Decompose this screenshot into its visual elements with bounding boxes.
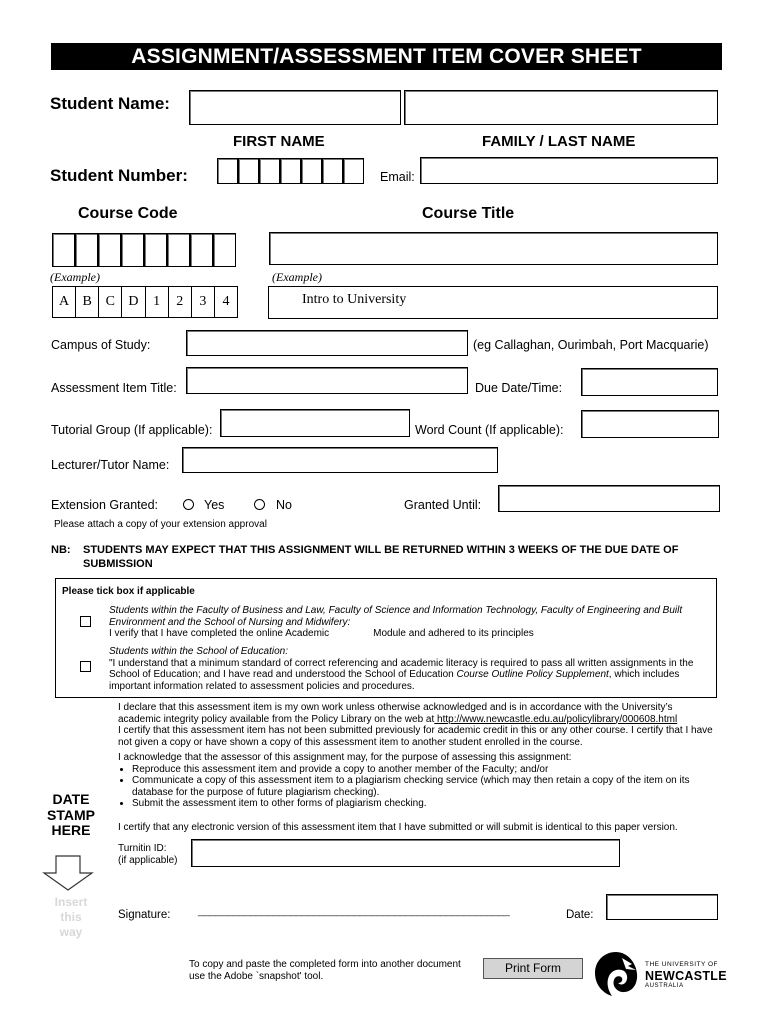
example-code-char: B xyxy=(76,287,99,317)
example-code-char: 4 xyxy=(222,294,230,309)
policy-link[interactable]: http://www.newcastle.edu.au/policylibrary/000608.html xyxy=(434,713,678,725)
logo-line-1: THE UNIVERSITY OF xyxy=(645,961,719,968)
declaration-p1 xyxy=(118,702,718,725)
family-name-caption: FAMILY / LAST NAME xyxy=(482,133,636,150)
date-stamp-line: DATE xyxy=(52,791,90,807)
example-code-char: 1 xyxy=(146,287,169,317)
example-code-char: 2 xyxy=(169,287,192,317)
university-crest-icon xyxy=(592,950,640,998)
student-number-digit[interactable] xyxy=(280,158,301,184)
lecturer-label: Lecturer/Tutor Name: xyxy=(51,458,170,472)
declaration-bullet: • Submit the assessment item to other forms of plagiarism checking. xyxy=(132,798,718,810)
tick-item-2-heading: Students within the School of Education: xyxy=(109,646,289,657)
date-stamp-line: STAMP xyxy=(47,806,95,823)
course-code-char[interactable] xyxy=(98,233,121,267)
example-code-char: C xyxy=(99,287,122,317)
declaration-bullets xyxy=(118,764,718,810)
course-code-char[interactable] xyxy=(213,233,236,267)
course-code-char[interactable] xyxy=(52,233,75,267)
copy-note-line: use the Adobe `snapshot' tool. xyxy=(189,971,324,982)
email-field[interactable] xyxy=(420,157,718,184)
copy-note-line: To copy and paste the completed form into another document xyxy=(189,959,461,970)
extension-note: Please attach a copy of your extension approval xyxy=(54,519,267,530)
turnitin-label: Turnitin ID: xyxy=(118,843,167,854)
course-title-example-label: (Example) xyxy=(272,270,322,284)
course-title-example xyxy=(268,286,718,319)
declaration-p3: I certify that any electronic version of this assessment item that I have submitted or will submit is identical to this paper version. xyxy=(118,821,678,833)
extension-no-label: No xyxy=(276,498,292,512)
student-number-digit[interactable] xyxy=(343,158,364,184)
course-code-label: Course Code xyxy=(78,205,178,222)
insert-direction xyxy=(36,895,106,940)
nb-prefix: NB: xyxy=(51,544,71,556)
insert-line: Insert xyxy=(54,895,88,909)
campus-label: Campus of Study: xyxy=(51,338,151,352)
date-stamp-line: HERE xyxy=(51,822,91,838)
assessment-title-label: Assessment Item Title: xyxy=(51,381,177,395)
example-code-char: D xyxy=(122,287,145,317)
granted-until-field[interactable] xyxy=(498,485,720,512)
tick-item-1 xyxy=(109,605,709,640)
education-checkbox[interactable] xyxy=(80,661,91,672)
student-number-label: Student Number: xyxy=(50,166,188,185)
turnitin-id-field[interactable] xyxy=(191,839,620,867)
tick-item-2-text-b: , which includes important information related to assessment policies and procedures. xyxy=(109,669,680,692)
tick-item-2-text xyxy=(109,658,709,693)
assessment-title-field[interactable] xyxy=(186,367,468,394)
extension-label: Extension Granted: xyxy=(51,498,159,512)
tick-item-1-heading: Students within the Faculty of Business and Law, Faculty of Science and Information Technology, Faculty of Engineering and Built Environment and the School of Nursing and Midwifery: xyxy=(109,605,683,628)
tick-item-1-text-b: Module and adhered to its principles xyxy=(373,628,534,639)
logo-line-3: AUSTRALIA xyxy=(645,983,684,989)
tutorial-group-field[interactable] xyxy=(220,409,410,437)
lecturer-field[interactable] xyxy=(182,447,498,473)
tick-item-1-text xyxy=(109,628,709,640)
date-stamp-area xyxy=(36,792,106,839)
tick-box-section xyxy=(55,578,717,698)
course-code-char[interactable] xyxy=(144,233,167,267)
tick-box-heading: Please tick box if applicable xyxy=(62,586,195,597)
campus-hint: (eg Callaghan, Ourimbah, Port Macquarie) xyxy=(473,338,709,352)
tick-item-2 xyxy=(109,646,709,692)
due-date-label: Due Date/Time: xyxy=(475,381,563,395)
date-label: Date: xyxy=(566,909,594,921)
granted-until-label: Granted Until: xyxy=(404,498,482,512)
form-title: ASSIGNMENT/ASSESSMENT ITEM COVER SHEET xyxy=(51,43,722,70)
extension-yes-radio[interactable] xyxy=(183,499,194,510)
signature-line[interactable]: ______________________________________________________ xyxy=(198,905,510,917)
faculty-verify-checkbox[interactable] xyxy=(80,616,91,627)
student-number-digit[interactable] xyxy=(217,158,238,184)
course-code-char[interactable] xyxy=(190,233,213,267)
email-label: Email: xyxy=(380,170,415,184)
example-course-title: Intro to University xyxy=(302,292,407,307)
extension-no-radio[interactable] xyxy=(254,499,265,510)
first-name-field[interactable] xyxy=(189,90,401,125)
course-title-field[interactable] xyxy=(269,232,718,265)
extension-yes-label: Yes xyxy=(204,498,225,512)
tutorial-group-label: Tutorial Group (If applicable): xyxy=(51,423,213,437)
course-code-char[interactable] xyxy=(121,233,144,267)
student-name-label: Student Name: xyxy=(50,94,170,113)
student-number-digit[interactable] xyxy=(238,158,259,184)
turnitin-label-group xyxy=(118,843,177,866)
logo-line-2: NEWCASTLE xyxy=(645,968,727,983)
declaration-p1b: I certify that this assessment item has not been submitted previously for academic credit in this or any other course. I certify that I have not given a copy or have shown a copy of this assessment item to another student enrolled in the course. xyxy=(118,725,713,748)
declaration-p2: I acknowledge that the assessor of this assignment may, for the purpose of assessing this assignment: xyxy=(118,752,572,763)
copy-note xyxy=(189,959,461,983)
course-code-example-label: (Example) xyxy=(50,270,100,284)
student-number-digit[interactable] xyxy=(322,158,343,184)
example-code-char: A xyxy=(53,287,76,317)
declaration-p1-text: I declare that this assessment item is my own work unless otherwise acknowledged and is in accordance with the University’s academic integrity policy available from the Policy Library on the web at xyxy=(118,702,673,725)
due-date-field[interactable] xyxy=(581,368,718,396)
signature-label: Signature: xyxy=(118,909,171,921)
insert-line: this xyxy=(60,910,82,924)
insert-line: way xyxy=(59,925,83,939)
family-name-field[interactable] xyxy=(404,90,718,125)
declaration-bullet: • Communicate a copy of this assessment item to a plagiarism checking service (which may then retain a copy of the item on its database for the purpose of future plagiarism checking). xyxy=(132,775,718,798)
student-number-digit[interactable] xyxy=(301,158,322,184)
declaration xyxy=(118,702,718,833)
word-count-field[interactable] xyxy=(581,410,719,438)
print-form-button[interactable]: Print Form xyxy=(483,958,583,979)
turnitin-sub: (if applicable) xyxy=(118,854,178,866)
tick-item-2-text-a: "I understand that a minimum standard of correct referencing and academic literacy is required to pass all written assignments in the School of Education; and I have read and understood the School of Education xyxy=(109,657,694,680)
tick-item-1-text-a: I verify that I have completed the online Academic xyxy=(109,628,330,639)
campus-field[interactable] xyxy=(186,330,468,356)
policy-supplement-title: Course Outline Policy Supplement xyxy=(456,669,609,680)
word-count-label: Word Count (If applicable): xyxy=(415,423,564,437)
student-number-digit[interactable] xyxy=(259,158,280,184)
course-code-char[interactable] xyxy=(75,233,98,267)
student-number-field[interactable] xyxy=(217,158,364,184)
date-field[interactable] xyxy=(606,894,718,920)
example-code-char: 3 xyxy=(192,287,215,317)
university-logo-text xyxy=(645,962,727,989)
down-arrow-icon xyxy=(42,855,94,891)
course-code-char[interactable] xyxy=(167,233,190,267)
declaration-bullet: • Reproduce this assessment item and provide a copy to another member of the Faculty; and/or xyxy=(132,764,718,776)
first-name-caption: FIRST NAME xyxy=(233,133,325,150)
course-code-field[interactable] xyxy=(52,233,236,267)
course-title-label: Course Title xyxy=(422,205,515,222)
nb-text: STUDENTS MAY EXPECT THAT THIS ASSIGNMENT WILL BE RETURNED WITHIN 3 WEEKS OF THE DUE DATE OF SUBMISSION xyxy=(83,544,679,570)
course-code-example xyxy=(52,286,238,318)
